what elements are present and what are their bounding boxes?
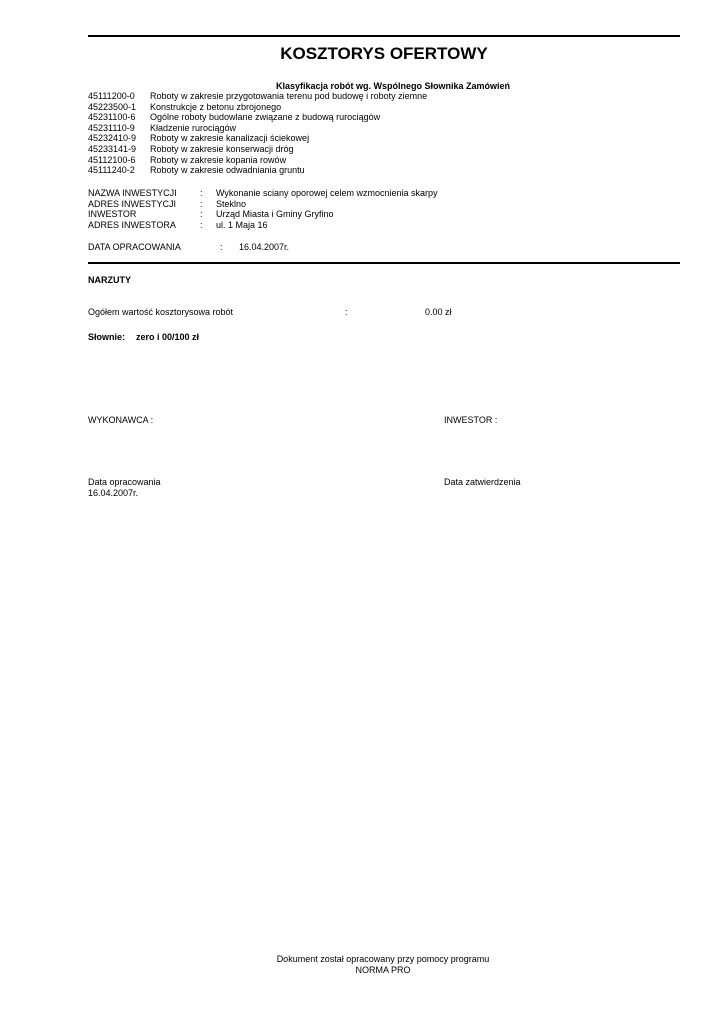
cpv-description: Kładzenie rurociągów xyxy=(150,122,237,133)
info-label: INWESTOR xyxy=(88,209,137,220)
date-value: 16.04.2007r. xyxy=(239,242,290,252)
info-label: ADRES INWESTORA xyxy=(88,219,176,230)
cpv-code: 45111240-2 xyxy=(88,165,135,176)
wykonawca-label: WYKONAWCA : xyxy=(88,415,154,425)
cpv-code: 45223500-1 xyxy=(88,101,137,112)
cpv-description: Roboty w zakresie przygotowania terenu pod budowę i roboty ziemne xyxy=(150,91,428,101)
section-rule xyxy=(88,262,680,264)
classification-heading: Klasyfikacja robót wg. Wspólnego Słownika Zamówień xyxy=(275,81,510,91)
cpv-code: 45233141-9 xyxy=(88,144,137,154)
cpv-code: 45232410-9 xyxy=(88,133,137,144)
cpv-description: Roboty w zakresie konserwacji dróg xyxy=(150,144,294,154)
info-colon: : xyxy=(200,198,203,209)
info-colon: : xyxy=(200,219,203,230)
data-zatwierdzenia-label: Data zatwierdzenia xyxy=(444,477,521,487)
inwestor-label: INWESTOR : xyxy=(444,415,498,425)
slownie-value: zero i 00/100 zł xyxy=(136,332,200,342)
slownie-label: Słownie: xyxy=(88,332,126,342)
cpv-description: Roboty w zakresie kanalizacji ściekowej xyxy=(150,133,310,144)
info-colon: : xyxy=(200,209,203,220)
date-label: DATA OPRACOWANIA xyxy=(88,242,181,252)
data-opracowania-value: 16.04.2007r. xyxy=(88,488,139,498)
info-colon: : xyxy=(200,188,203,198)
data-opracowania-label: Data opracowania xyxy=(88,477,161,487)
page-title: KOSZTORYS OFERTOWY xyxy=(280,44,488,63)
cpv-description: Roboty w zakresie odwadniania gruntu xyxy=(150,165,305,176)
total-value: 0.00 zł xyxy=(425,307,452,317)
info-value: Steklno xyxy=(216,198,247,209)
cpv-description: Roboty w zakresie kopania rowów xyxy=(150,154,287,165)
cpv-code: 45231100-6 xyxy=(88,112,136,123)
info-value: Urząd Miasta i Gminy Gryfino xyxy=(216,209,334,220)
cpv-description: Konstrukcje z betonu zbrojonego xyxy=(150,101,282,112)
info-label: NAZWA INWESTYCJI xyxy=(88,188,177,198)
total-label: Ogółem wartość kosztorysowa robót xyxy=(88,307,234,317)
top-rule xyxy=(88,35,680,37)
cpv-code: 45231110-9 xyxy=(88,122,135,133)
narzuty-heading: NARZUTY xyxy=(88,275,131,285)
cpv-code: 45111200-0 xyxy=(88,91,135,101)
cpv-code: 45112100-6 xyxy=(88,154,136,165)
info-value: ul. 1 Maja 16 xyxy=(216,219,268,230)
info-label: ADRES INWESTYCJI xyxy=(88,198,177,209)
info-value: Wykonanie sciany oporowej celem wzmocnienia skarpy xyxy=(216,188,438,198)
date-colon: : xyxy=(220,242,223,252)
cpv-description: Ogólne roboty budowlane związane z budową rurociągów xyxy=(150,112,381,123)
total-colon: : xyxy=(345,307,348,317)
footer-line-2: NORMA PRO xyxy=(355,965,411,975)
footer-line-1: Dokument został opracowany przy pomocy programu xyxy=(276,954,490,964)
